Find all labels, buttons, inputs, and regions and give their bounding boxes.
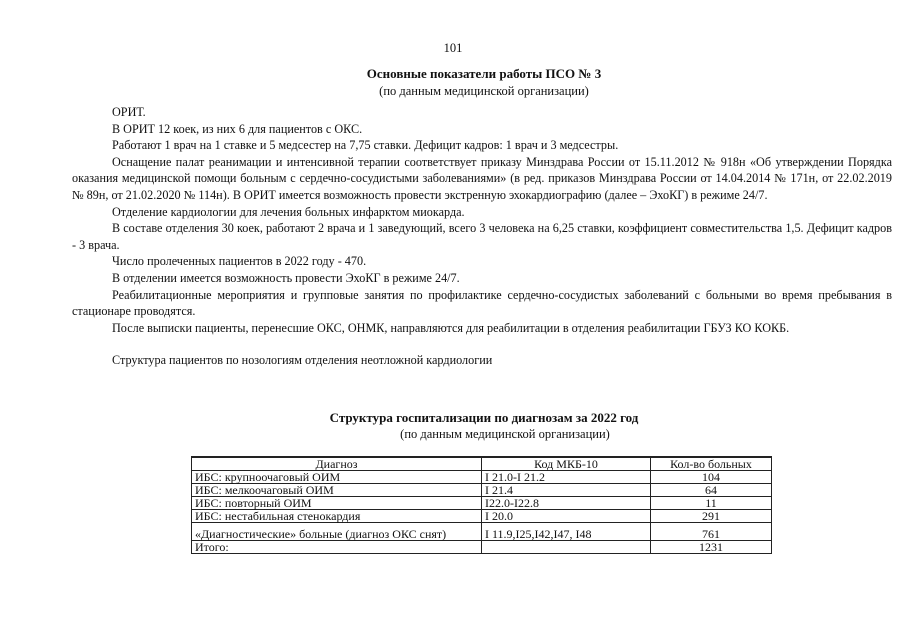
table-row	[192, 510, 772, 523]
table-header-row	[192, 457, 772, 471]
paragraph: Реабилитационные мероприятия и групповые занятия по профилактике сердечно-сосудистых заболеваний с больными во время пребывания в стационаре проводятся.	[72, 287, 892, 319]
column-header-icd-code: Код МКБ-10	[482, 457, 651, 471]
table-subtitle: (по данным медицинской организации)	[400, 427, 610, 441]
paragraph: Структура пациентов по нозологиям отделения неотложной кардиологии	[112, 353, 493, 368]
blank-line	[72, 336, 892, 352]
paragraph: В составе отделения 30 коек, работают 2 врача и 1 заведующий, всего 3 человека на 6,25 ставки, коэффициент совместительства 1,5. Дефицит кадров - 3 врача.	[72, 221, 892, 252]
paragraph: Оснащение палат реанимации и интенсивной терапии соответствует приказу Минздрава России от 15.11.2012 № 918н «Об утверждении Порядка оказания медицинской помощи больным с сердечно-сосудистыми заболеваниями» (в ред. приказов Минздрава России от 14.04.2014 № 171н, от 22.02.2019 № 89н, от 21.02.2020 № 114н). В ОРИТ имеется возможность провести экстренную эхокардиографию (далее – ЭхоКГ) в режиме 24/7.	[72, 154, 892, 202]
cell-icd-code: I22.0-I22.8	[482, 497, 651, 510]
table-row	[192, 471, 772, 484]
cell-total-count: 1231	[651, 541, 772, 554]
paragraph: Число пролеченных пациентов в 2022 году - 470.	[112, 254, 367, 269]
document-body	[72, 104, 892, 369]
cell-icd-code: I 21.4	[482, 484, 651, 497]
cell-patient-count: 64	[651, 484, 772, 497]
table-row	[192, 523, 772, 541]
cell-diagnosis: «Диагностические» больные (диагноз ОКС снят)	[192, 523, 482, 541]
document-subtitle: (по данным медицинской организации)	[379, 84, 589, 98]
column-header-patient-count: Кол-во больных	[651, 457, 772, 471]
cell-icd-code	[482, 541, 651, 554]
cell-patient-count: 291	[651, 510, 772, 523]
table-row	[192, 484, 772, 497]
document-title: Основные показатели работы ПСО № 3	[366, 66, 602, 81]
cell-diagnosis: ИБС: крупноочаговый ОИМ	[192, 471, 482, 484]
column-header-diagnosis: Диагноз	[192, 457, 482, 471]
cell-icd-code: I 11.9,I25,I42,I47, I48	[482, 523, 651, 541]
table-row	[192, 497, 772, 510]
cell-patient-count: 11	[651, 497, 772, 510]
diagnosis-table	[191, 456, 772, 554]
table-total-row	[192, 541, 772, 554]
cell-icd-code: I 21.0-I 21.2	[482, 471, 651, 484]
cell-total-label: Итого:	[192, 541, 482, 554]
paragraph: Работают 1 врач на 1 ставке и 5 медсестер на 7,75 ставки. Дефицит кадров: 1 врач и 3 медсестры.	[112, 138, 619, 153]
cell-diagnosis: ИБС: мелкоочаговый ОИМ	[192, 484, 482, 497]
table-title: Структура госпитализации по диагнозам за 2022 год	[329, 410, 639, 425]
cell-patient-count: 761	[651, 523, 772, 541]
cell-patient-count: 104	[651, 471, 772, 484]
page-number: 101	[443, 41, 463, 55]
paragraph: После выписки пациенты, перенесшие ОКС, ОНМК, направляются для реабилитации в отделения реабилитации ГБУЗ КО КОКБ.	[112, 320, 790, 335]
paragraph: Отделение кардиологии для лечения больных инфарктом миокарда.	[112, 204, 465, 219]
paragraph: В отделении имеется возможность провести ЭхоКГ в режиме 24/7.	[112, 270, 460, 285]
paragraph: ОРИТ.	[112, 105, 146, 119]
paragraph: В ОРИТ 12 коек, из них 6 для пациентов с ОКС.	[112, 121, 363, 136]
cell-icd-code: I 20.0	[482, 510, 651, 523]
cell-diagnosis: ИБС: повторный ОИМ	[192, 497, 482, 510]
cell-diagnosis: ИБС: нестабильная стенокардия	[192, 510, 482, 523]
